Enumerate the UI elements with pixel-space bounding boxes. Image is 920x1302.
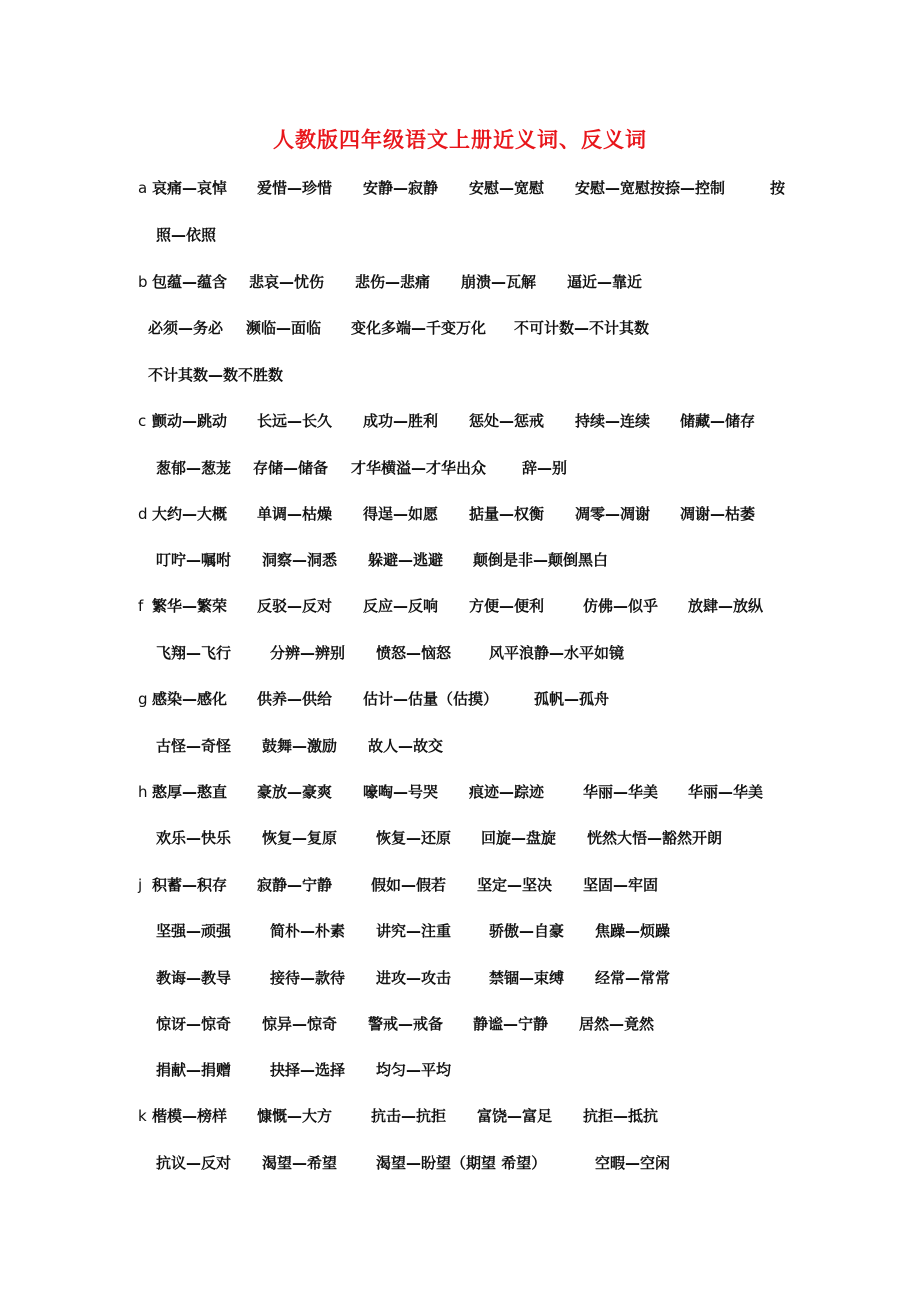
word-pair: 单调—枯燥 [257, 505, 333, 523]
index-letter: f [138, 597, 144, 615]
word-pair: 慷慨—大方 [257, 1107, 333, 1125]
word-pair: 掂量—权衡 [469, 505, 545, 523]
word-pair: 欢乐—快乐 [156, 829, 232, 847]
word-pair: 华丽—华美 [688, 783, 764, 801]
word-pair: 坚固—牢固 [583, 876, 659, 894]
entry-line [156, 223, 216, 247]
word-pair: 憨厚—憨直 [152, 783, 228, 801]
word-pair: 得逞—如愿 [363, 505, 439, 523]
word-pair: 渴望—希望 [262, 1154, 338, 1172]
word-pair: 骄傲—自豪 [489, 922, 565, 940]
word-pair: 爱惜—珍惜 [257, 179, 333, 197]
word-pair: 愤怒—恼怒 [376, 644, 452, 662]
word-pair: 惩处—惩戒 [469, 412, 545, 430]
word-pair: 空暇—空闲 [595, 1154, 671, 1172]
word-pair: 恢复—还原 [376, 829, 452, 847]
entry-line [148, 363, 283, 387]
word-pair: 分辨—辨别 [270, 644, 346, 662]
word-pair: 静谧—宁静 [473, 1015, 549, 1033]
word-pair: 崩溃—瓦解 [461, 273, 537, 291]
word-pair: 持续—连续 [575, 412, 651, 430]
word-pair: 均匀—平均 [376, 1061, 452, 1079]
word-pair: 按 [770, 179, 786, 197]
word-pair: 惊讶—惊奇 [156, 1015, 232, 1033]
word-pair: 简朴—朴素 [270, 922, 346, 940]
word-pair: 包蕴—蕴含 [152, 273, 228, 291]
word-pair: 嚎啕—号哭 [363, 783, 439, 801]
word-pair: 叮咛—嘱咐 [156, 551, 232, 569]
word-pair: 抉择—选择 [270, 1061, 346, 1079]
word-pair: 才华横溢—才华出众 [351, 459, 487, 477]
word-pair: 故人—故交 [368, 737, 444, 755]
word-pair: 濒临—面临 [246, 319, 322, 337]
entry-line [138, 780, 764, 804]
word-pair: 洞察—洞悉 [262, 551, 338, 569]
word-pair: 安静—寂静 [363, 179, 439, 197]
word-pair: 逼近—靠近 [567, 273, 643, 291]
word-pair: 仿佛—似乎 [583, 597, 659, 615]
word-pair: 警戒—戒备 [368, 1015, 444, 1033]
word-pair: 教诲—教导 [156, 969, 232, 987]
word-pair: 抗拒—抵抗 [583, 1107, 659, 1125]
word-pair: 储藏—储存 [680, 412, 756, 430]
word-pair: 古怪—奇怪 [156, 737, 232, 755]
word-pair: 变化多端—千变万化 [351, 319, 487, 337]
entry-line [138, 176, 786, 200]
word-pair: 经常—常常 [595, 969, 671, 987]
word-pair: 惊异—惊奇 [262, 1015, 338, 1033]
word-pair: 积蓄—积存 [152, 876, 228, 894]
word-pair: 不计其数—数不胜数 [148, 366, 284, 384]
word-pair: 富饶—富足 [477, 1107, 553, 1125]
word-pair: 颤动—跳动 [152, 412, 228, 430]
word-pair: 进攻—攻击 [376, 969, 452, 987]
word-pair: 照—依照 [156, 226, 217, 244]
word-pair: 安慰—宽慰按捺—控制 [575, 179, 726, 197]
word-pair: 成功—胜利 [363, 412, 439, 430]
word-pair: 凋零—凋谢 [575, 505, 651, 523]
word-pair: 抗击—抗拒 [371, 1107, 447, 1125]
entry-line [138, 1104, 659, 1128]
word-pair: 繁华—繁荣 [152, 597, 228, 615]
word-pair: 寂静—宁静 [257, 876, 333, 894]
word-pair: 悲哀—忧伤 [249, 273, 325, 291]
word-pair: 哀痛—哀悼 [152, 179, 228, 197]
word-pair: 辞—别 [522, 459, 568, 477]
word-pair: 坚强—顽强 [156, 922, 232, 940]
word-pair: 抗议—反对 [156, 1154, 232, 1172]
word-pair: 讲究—注重 [376, 922, 452, 940]
word-pair: 禁锢—束缚 [489, 969, 565, 987]
index-letter: c [138, 412, 147, 430]
word-pair: 不可计数—不计其数 [514, 319, 650, 337]
word-pair: 方便—便利 [469, 597, 545, 615]
word-pair: 痕迹—踪迹 [469, 783, 545, 801]
word-pair: 风平浪静—水平如镜 [489, 644, 625, 662]
word-pair: 长远—长久 [257, 412, 333, 430]
word-pair: 回旋—盘旋 [481, 829, 557, 847]
word-pair: 假如—假若 [371, 876, 447, 894]
word-pair: 恢复—复原 [262, 829, 338, 847]
word-pair: 感染—感化 [152, 690, 228, 708]
index-letter: d [138, 505, 148, 523]
word-pair: 必须—务必 [148, 319, 224, 337]
word-pair: 居然—竟然 [579, 1015, 655, 1033]
entry-line [138, 502, 756, 526]
word-pair: 凋谢—枯萎 [680, 505, 756, 523]
word-pair: 渴望—盼望（期望 希望） [376, 1154, 547, 1172]
index-letter: b [138, 273, 148, 291]
word-pair: 飞翔—飞行 [156, 644, 232, 662]
word-pair: 鼓舞—激励 [262, 737, 338, 755]
index-letter: k [138, 1107, 147, 1125]
index-letter: g [138, 690, 148, 708]
entry-line [138, 409, 756, 433]
word-pair: 躲避—逃避 [368, 551, 444, 569]
word-pair: 华丽—华美 [583, 783, 659, 801]
word-pair: 颠倒是非—颠倒黑白 [473, 551, 609, 569]
word-pair: 楷模—榜样 [152, 1107, 228, 1125]
word-pair: 悲伤—悲痛 [355, 273, 431, 291]
word-pair: 安慰—宽慰 [469, 179, 545, 197]
entry-line [138, 687, 610, 711]
word-pair: 存储—储备 [253, 459, 329, 477]
word-pair: 供养—供给 [257, 690, 333, 708]
word-pair: 葱郁—葱茏 [156, 459, 232, 477]
word-pair: 坚定—坚决 [477, 876, 553, 894]
index-letter: h [138, 783, 148, 801]
document-title: 人教版四年级语文上册近义词、反义词 [273, 127, 647, 152]
word-pair: 大约—大概 [152, 505, 228, 523]
word-pair: 接待—款待 [270, 969, 346, 987]
word-pair: 孤帆—孤舟 [534, 690, 610, 708]
word-pair: 放肆—放纵 [688, 597, 764, 615]
entry-line [138, 594, 764, 618]
index-letter: a [138, 179, 148, 197]
entry-line [138, 270, 643, 294]
word-pair: 豪放—豪爽 [257, 783, 333, 801]
word-pair: 反应—反响 [363, 597, 439, 615]
entry-line [138, 873, 659, 897]
word-pair: 捐献—捐赠 [156, 1061, 232, 1079]
word-pair: 恍然大悟—豁然开朗 [587, 829, 723, 847]
word-pair: 焦躁—烦躁 [595, 922, 671, 940]
index-letter: j [138, 876, 143, 894]
word-pair: 估计—估量（估摸） [363, 690, 499, 708]
word-pair: 反驳—反对 [257, 597, 333, 615]
